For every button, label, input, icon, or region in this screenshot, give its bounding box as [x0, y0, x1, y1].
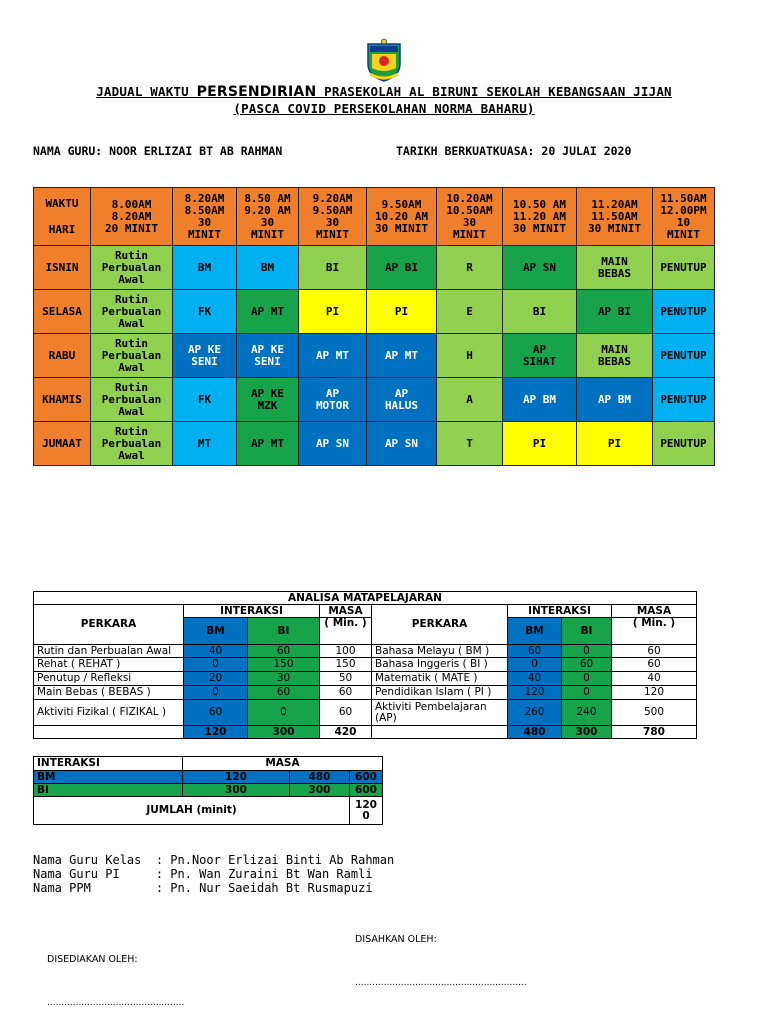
item-label: Pendidikan Islam ( PI ) [372, 686, 508, 700]
bm-header: BM [184, 618, 248, 645]
table-row [34, 658, 697, 672]
minutes-value: 60 [612, 658, 697, 672]
minutes-value: 60 [612, 645, 697, 658]
slot-cell: PENUTUP [653, 378, 715, 422]
summary-value: 300 [290, 784, 350, 797]
interaksi-header: INTERAKSI [184, 605, 320, 618]
bm-value: 260 [508, 700, 562, 726]
bi-value: 60 [248, 686, 320, 700]
time-header: 8.50 AM 9.20 AM 30 MINIT [237, 188, 299, 246]
summary-total-row [34, 797, 383, 825]
bi-value: 240 [562, 700, 612, 726]
slot-cell: AP BM [503, 378, 577, 422]
slot-cell: PI [577, 422, 653, 466]
table-row [34, 672, 697, 686]
slot-cell: PENUTUP [653, 290, 715, 334]
slot-cell: AP BI [577, 290, 653, 334]
minutes-total: 420 [320, 726, 372, 739]
item-label: Aktiviti Pembelajaran (AP) [372, 700, 508, 726]
time-header: 8.20AM 8.50AM 30 MINIT [173, 188, 237, 246]
bi-header: BI [248, 618, 320, 645]
bi-header: BI [562, 618, 612, 645]
item-label: Aktiviti Fizikal ( FIZIKAL ) [34, 700, 184, 726]
interaction-summary-table [33, 756, 383, 825]
masa-header: MASA [320, 605, 372, 618]
minutes-value: 50 [320, 672, 372, 686]
summary-value: 120 [183, 771, 290, 784]
effective-date: TARIKH BERKUATKUASA: 20 JULAI 2020 [396, 144, 632, 158]
time-header: 11.50AM 12.00PM 10 MINIT [653, 188, 715, 246]
bi-total: 300 [248, 726, 320, 739]
slot-cell: AP KE SENI [173, 334, 237, 378]
slot-cell: PI [299, 290, 367, 334]
perkara-header: PERKARA [34, 605, 184, 645]
interaksi-header: INTERAKSI [508, 605, 612, 618]
bm-value: 120 [508, 686, 562, 700]
slot-cell: MT [173, 422, 237, 466]
slot-cell: AP SN [367, 422, 437, 466]
bm-value: 40 [184, 645, 248, 658]
summary-interaksi-header: INTERAKSI [34, 757, 183, 771]
totals-row [34, 726, 697, 739]
bi-value: 150 [248, 658, 320, 672]
timetable-row [34, 378, 715, 422]
slot-cell: FK [173, 378, 237, 422]
timetable-row [34, 290, 715, 334]
minutes-value: 60 [320, 700, 372, 726]
page-subtitle: (PASCA COVID PERSEKOLAHAN NORMA BAHARU) [233, 101, 535, 116]
summary-value: 600 [350, 771, 383, 784]
item-label: Main Bebas ( BEBAS ) [34, 686, 184, 700]
slot-cell: PI [367, 290, 437, 334]
subject-analysis-table [33, 591, 697, 739]
slot-cell: AP BI [367, 246, 437, 290]
total-label-empty [372, 726, 508, 739]
corner-cell: WAKTU HARI [34, 188, 91, 246]
summary-masa-header: MASA [183, 757, 383, 771]
slot-cell: FK [173, 290, 237, 334]
minutes-value: 100 [320, 645, 372, 658]
staff-line-pi-teacher: Nama Guru PI : Pn. Wan Zuraini Bt Wan Ramli [33, 867, 373, 881]
item-label: Rehat ( REHAT ) [34, 658, 184, 672]
table-row [34, 700, 697, 726]
slot-cell: BI [299, 246, 367, 290]
slot-cell: AP KE MZK [237, 378, 299, 422]
slot-cell: AP MT [237, 422, 299, 466]
slot-cell: T [437, 422, 503, 466]
teacher-name: NAMA GURU: NOOR ERLIZAI BT AB RAHMAN [33, 144, 283, 158]
slot-cell: AP SN [299, 422, 367, 466]
day-cell: ISNIN [34, 246, 91, 290]
perkara-header: PERKARA [372, 605, 508, 645]
slot-cell: AP MT [237, 290, 299, 334]
prepared-signature-line: ................................................ [47, 998, 185, 1008]
minutes-value: 120 [612, 686, 697, 700]
timetable-header-row [34, 188, 715, 246]
bm-value: 60 [184, 700, 248, 726]
analysis-title: ANALISA MATAPELAJARAN [34, 592, 697, 605]
bm-value: 40 [508, 672, 562, 686]
slot-cell: MAIN BEBAS [577, 334, 653, 378]
approved-signature-line: ............................................................ [355, 978, 527, 988]
item-label: Rutin dan Perbualan Awal [34, 645, 184, 658]
day-cell: SELASA [34, 290, 91, 334]
time-header: 8.00AM 8.20AM 20 MINIT [91, 188, 173, 246]
slot-cell: E [437, 290, 503, 334]
slot-cell: H [437, 334, 503, 378]
slot-cell: AP SIHAT [503, 334, 577, 378]
item-label: Matematik ( MATE ) [372, 672, 508, 686]
time-header: 10.20AM 10.50AM 30 MINIT [437, 188, 503, 246]
bm-value: 0 [508, 658, 562, 672]
jumlah-value: 1200 [350, 797, 383, 825]
slot-cell: AP MT [367, 334, 437, 378]
bi-value: 0 [562, 672, 612, 686]
bi-total: 300 [562, 726, 612, 739]
minutes-value: 60 [320, 686, 372, 700]
slot-cell: AP HALUS [367, 378, 437, 422]
slot-cell: BM [173, 246, 237, 290]
slot-cell: PENUTUP [653, 422, 715, 466]
approved-by-label: DISAHKAN OLEH: [355, 934, 437, 945]
bi-value: 0 [562, 686, 612, 700]
slot-cell: Rutin Perbualan Awal [91, 334, 173, 378]
bm-value: 20 [184, 672, 248, 686]
slot-cell: Rutin Perbualan Awal [91, 290, 173, 334]
time-header: 11.20AM 11.50AM 30 MINIT [577, 188, 653, 246]
slot-cell: PI [503, 422, 577, 466]
staff-line-ppm: Nama PPM : Pn. Nur Saeidah Bt Rusmapuzi [33, 881, 373, 895]
total-label-empty [34, 726, 184, 739]
bi-value: 30 [248, 672, 320, 686]
bm-value: 0 [184, 686, 248, 700]
slot-cell: MAIN BEBAS [577, 246, 653, 290]
slot-cell: Rutin Perbualan Awal [91, 246, 173, 290]
item-label: Bahasa Inggeris ( BI ) [372, 658, 508, 672]
staff-line-class-teacher: Nama Guru Kelas : Pn.Noor Erlizai Binti Ab Rahman [33, 853, 395, 867]
bm-value: 60 [508, 645, 562, 658]
summary-value: 480 [290, 771, 350, 784]
bm-header: BM [508, 618, 562, 645]
day-cell: JUMAAT [34, 422, 91, 466]
slot-cell: AP BM [577, 378, 653, 422]
minutes-total: 780 [612, 726, 697, 739]
summary-row-bm [34, 771, 383, 784]
table-row [34, 645, 697, 658]
slot-cell: A [437, 378, 503, 422]
summary-label: BM [34, 771, 183, 784]
slot-cell: AP MT [299, 334, 367, 378]
timetable-row [34, 334, 715, 378]
table-row [34, 686, 697, 700]
slot-cell: BM [237, 246, 299, 290]
item-label: Penutup / Refleksi [34, 672, 184, 686]
jumlah-label: JUMLAH (minit) [34, 797, 350, 825]
slot-cell: Rutin Perbualan Awal [91, 378, 173, 422]
page-title: JADUAL WAKTU PERSENDIRIAN PRASEKOLAH AL BIRUNI SEKOLAH KEBANGSAAN JIJAN [96, 84, 672, 100]
masa-unit: ( Min. ) [612, 618, 697, 645]
masa-header: MASA [612, 605, 697, 618]
time-header: 9.20AM 9.50AM 30 MINIT [299, 188, 367, 246]
minutes-value: 500 [612, 700, 697, 726]
item-label: Bahasa Melayu ( BM ) [372, 645, 508, 658]
slot-cell: AP MOTOR [299, 378, 367, 422]
bm-total: 480 [508, 726, 562, 739]
bi-value: 0 [248, 700, 320, 726]
timetable [33, 187, 715, 466]
bi-value: 0 [562, 645, 612, 658]
slot-cell: PENUTUP [653, 246, 715, 290]
bm-total: 120 [184, 726, 248, 739]
slot-cell: AP KE SENI [237, 334, 299, 378]
slot-cell: R [437, 246, 503, 290]
day-cell: KHAMIS [34, 378, 91, 422]
minutes-value: 40 [612, 672, 697, 686]
bm-value: 0 [184, 658, 248, 672]
day-cell: RABU [34, 334, 91, 378]
time-header: 9.50AM 10.20 AM 30 MINIT [367, 188, 437, 246]
masa-unit: ( Min. ) [320, 618, 372, 645]
bi-value: 60 [248, 645, 320, 658]
slot-cell: AP SN [503, 246, 577, 290]
minutes-value: 150 [320, 658, 372, 672]
school-crest-logo [364, 38, 404, 82]
time-header: 10.50 AM 11.20 AM 30 MINIT [503, 188, 577, 246]
summary-label: BI [34, 784, 183, 797]
summary-row-bi [34, 784, 383, 797]
summary-value: 300 [183, 784, 290, 797]
bi-value: 60 [562, 658, 612, 672]
timetable-row [34, 246, 715, 290]
summary-value: 600 [350, 784, 383, 797]
slot-cell: Rutin Perbualan Awal [91, 422, 173, 466]
slot-cell: PENUTUP [653, 334, 715, 378]
prepared-by-label: DISEDIAKAN OLEH: [47, 954, 138, 965]
slot-cell: BI [503, 290, 577, 334]
timetable-row [34, 422, 715, 466]
